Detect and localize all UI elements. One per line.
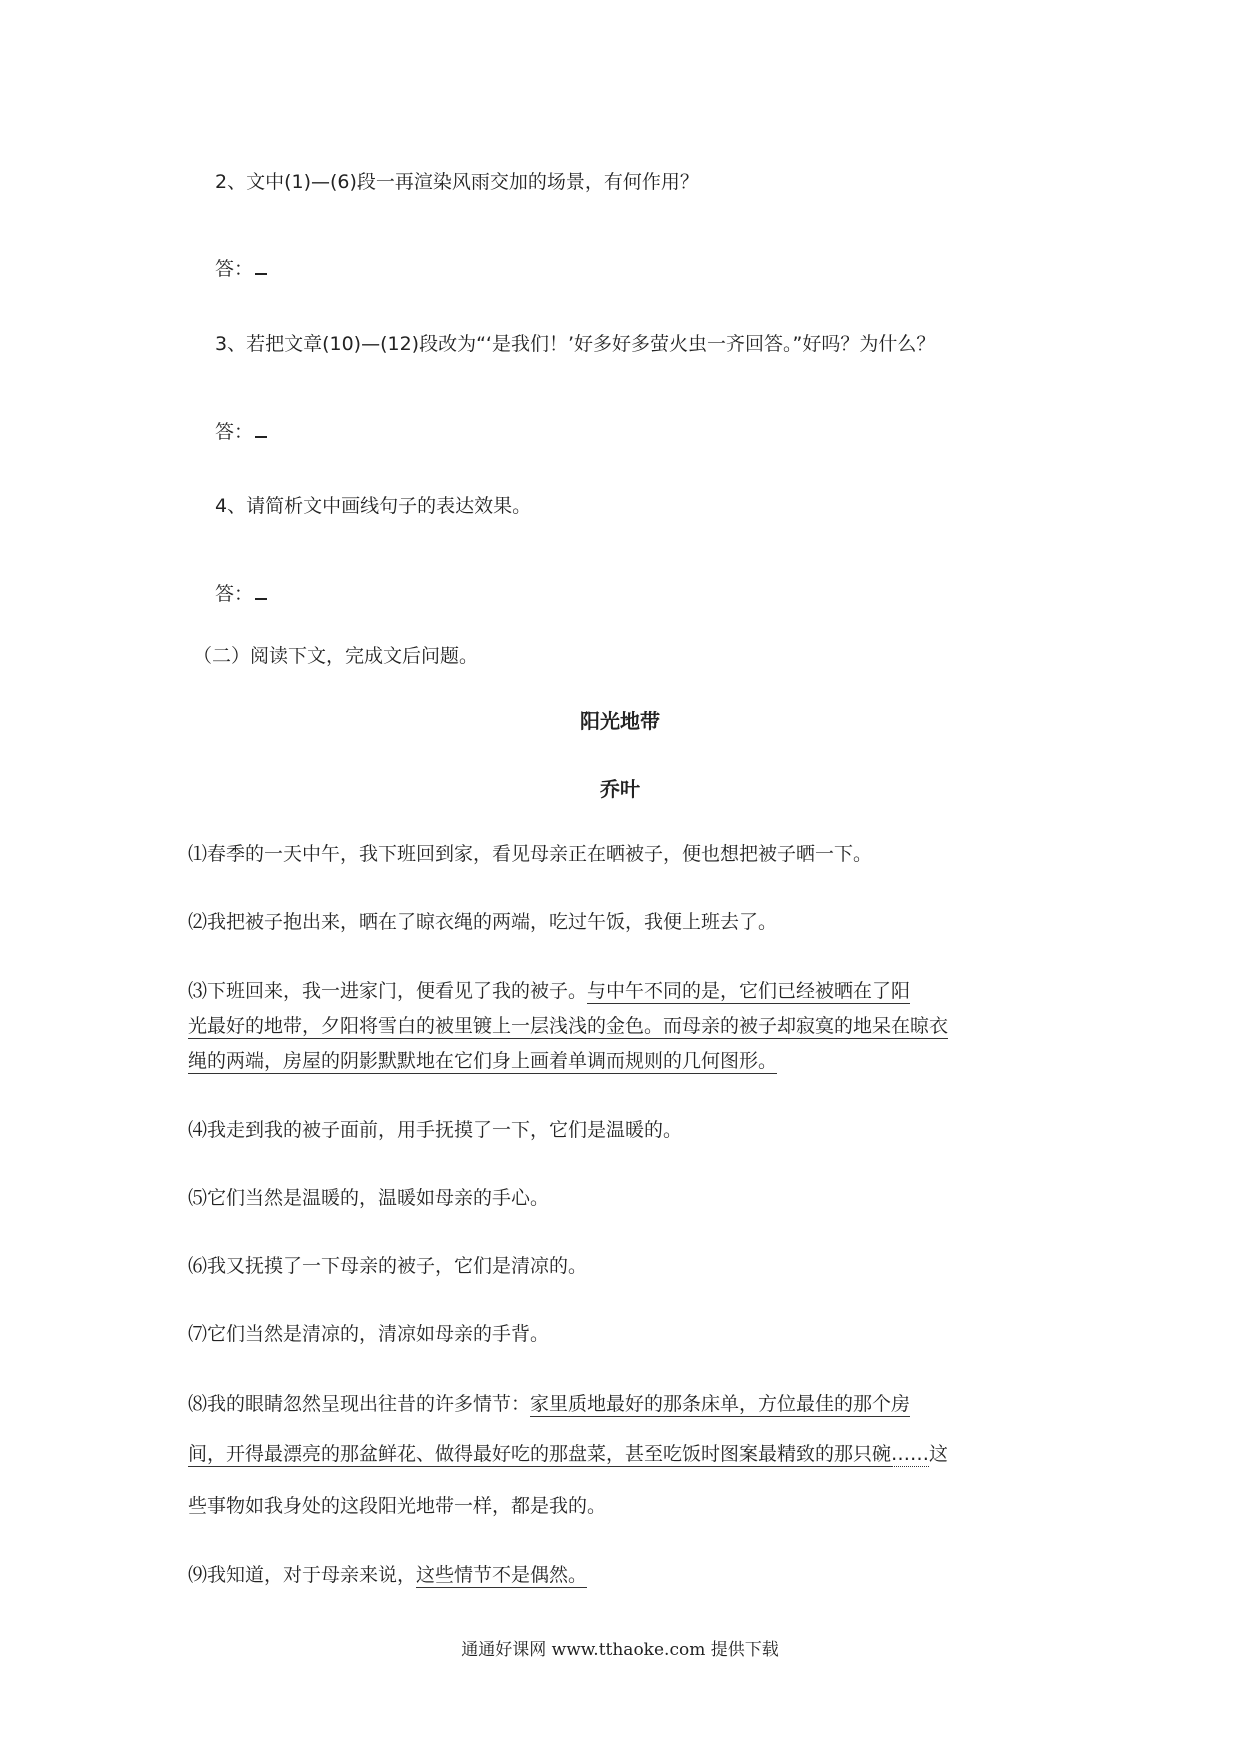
paragraph-8-text: ⑻我的眼睛忽然呈现出往昔的许多情节： (188, 1393, 531, 1415)
question-2: 2、文中(1)—(6)段一再渲染风雨交加的场景，有何作用？ (215, 171, 699, 193)
paragraph-3-line-2 (188, 1012, 948, 1040)
underlined-sentence: 这些情节不是偶然。 (416, 1564, 588, 1586)
paragraph-6: ⑹我又抚摸了一下母亲的被子，它们是清凉的。 (188, 1255, 588, 1277)
answer-blank[interactable] (255, 418, 267, 438)
paragraph-1: ⑴春季的一天中午，我下班回到家，看见母亲正在晒被子，便也想把被子晒一下。 (188, 843, 873, 865)
answer-blank[interactable] (255, 255, 267, 275)
paragraph-3-line-3 (188, 1047, 777, 1075)
article-author: 乔叶 (600, 777, 640, 801)
paragraph-8-line-3: 些事物如我身处的这段阳光地带一样，都是我的。 (188, 1495, 607, 1517)
section-heading: （二）阅读下文，完成文后问题。 (193, 645, 479, 667)
paragraph-2: ⑵我把被子抱出来，晒在了晾衣绳的两端，吃过午饭，我便上班去了。 (188, 911, 778, 933)
dotted-ellipsis: …… (891, 1443, 930, 1465)
underlined-sentence: 光最好的地带，夕阳将雪白的被里镀上一层浅浅的金色。而母亲的被子却寂寞的地呆在晾衣 (188, 1015, 949, 1037)
paragraph-8-line-1 (188, 1390, 910, 1418)
underlined-sentence: 家里质地最好的那条床单，方位最佳的那个房 (530, 1393, 911, 1415)
question-3: 3、若把文章(10)—(12)段改为“‘是我们！’好多好多萤火虫一齐回答。”好吗？为什么？ (215, 333, 936, 355)
underlined-sentence: 与中午不同的是，它们已经被晒在了阳 (587, 980, 911, 1002)
underlined-sentence: 间，开得最漂亮的那盆鲜花、做得最好吃的那盘菜，甚至吃饭时图案最精致的那只碗 (188, 1443, 892, 1465)
answer-label: 答： (215, 258, 254, 280)
paragraph-9 (188, 1561, 587, 1589)
paragraph-3-text: ⑶下班回来，我一进家门，便看见了我的被子。 (188, 980, 588, 1002)
paragraph-8-text: 这 (929, 1443, 949, 1465)
paragraph-9-text: ⑼我知道，对于母亲来说， (188, 1564, 417, 1586)
paragraph-7: ⑺它们当然是清凉的，清凉如母亲的手背。 (188, 1323, 550, 1345)
paragraph-8-line-2 (188, 1440, 948, 1468)
paragraph-3-line-1 (188, 977, 910, 1005)
answer-label: 答： (215, 583, 254, 605)
paragraph-5: ⑸它们当然是温暖的，温暖如母亲的手心。 (188, 1187, 550, 1209)
underlined-sentence: 绳的两端，房屋的阴影默默地在它们身上画着单调而规则的几何图形。 (188, 1050, 778, 1072)
article-title: 阳光地带 (580, 709, 660, 733)
answer-3 (215, 418, 267, 446)
page-footer: 通通好课网 www.tthaoke.com 提供下载 (461, 1640, 779, 1660)
answer-blank[interactable] (255, 580, 267, 600)
answer-2 (215, 255, 267, 283)
answer-label: 答： (215, 421, 254, 443)
answer-4 (215, 580, 267, 608)
paragraph-4: ⑷我走到我的被子面前，用手抚摸了一下，它们是温暖的。 (188, 1119, 683, 1141)
question-4: 4、请简析文中画线句子的表达效果。 (215, 495, 532, 517)
